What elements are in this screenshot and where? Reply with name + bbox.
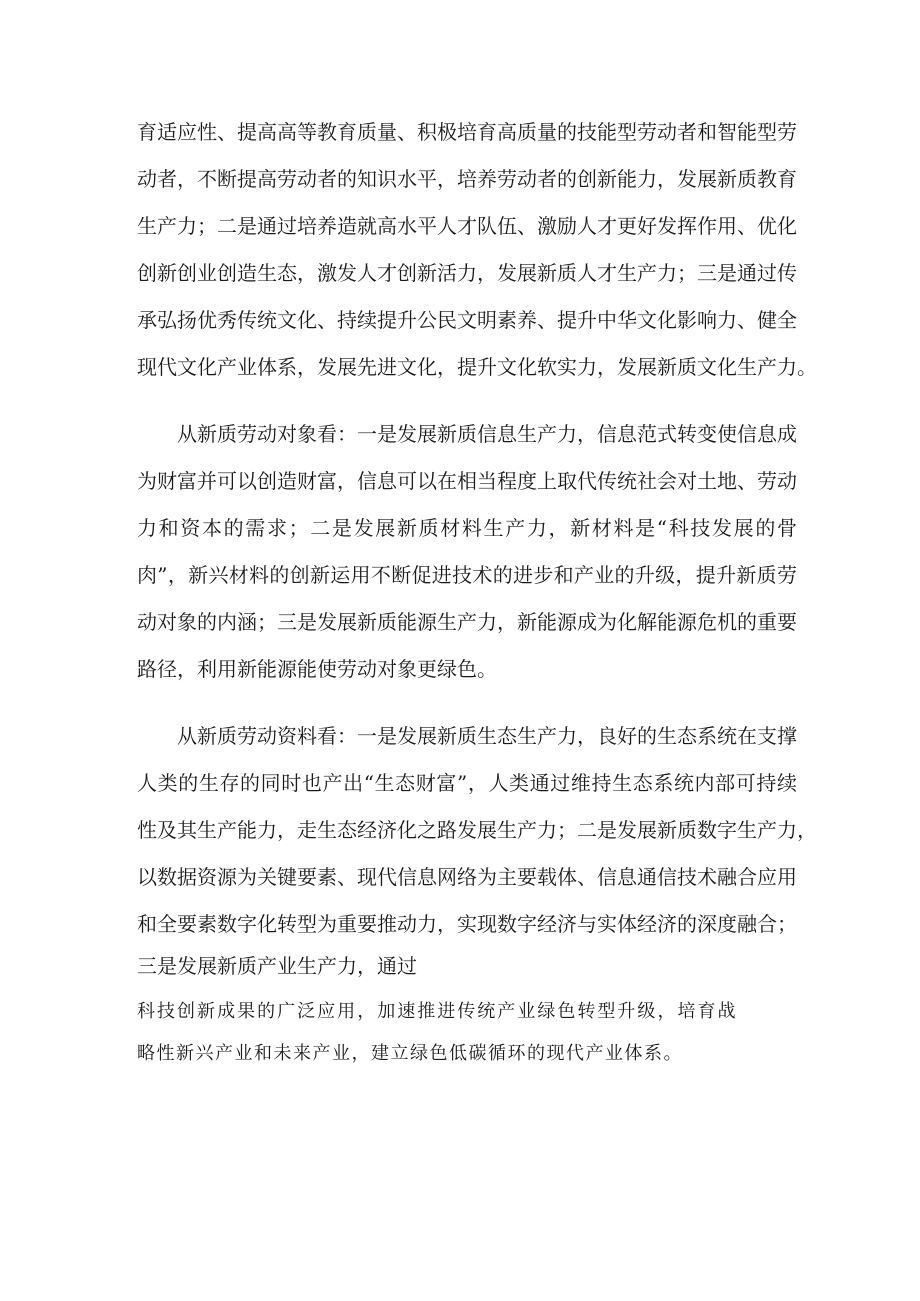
paragraph-1-line-3: 生产力；二是通过培养造就高水平人才队伍、激励人才更好发挥作用、优化: [137, 214, 797, 238]
paragraph-1-line-4: 创新创业创造生态，激发人才创新活力，发展新质人才生产力；三是通过传: [137, 261, 797, 285]
paragraph-2-line-4: 肉”，新兴材料的创新运用不断促进技术的进步和产业的升级，提升新质劳: [137, 563, 797, 587]
paragraph-1-line-6: 现代文化产业体系，发展先进文化，提升文化软实力，发展新质文化生产力。: [137, 355, 817, 379]
paragraph-3-line-5: 和全要素数字化转型为重要推动力，实现数字经济与实体经济的深度融合；: [137, 912, 797, 936]
paragraph-2-line-3: 力和资本的需求；二是发展新质材料生产力，新材料是“科技发展的骨: [137, 516, 797, 540]
paragraph-3-line-2: 人类的生存的同时也产出“生态财富”，人类通过维持生态系统内部可持续: [137, 771, 797, 795]
paragraph-3-line-7: 科技创新成果的广泛应用，加速推进传统产业绿色转型升级，培育战: [137, 1001, 737, 1022]
paragraph-1-line-2: 动者，不断提高劳动者的知识水平，培养劳动者的创新能力，发展新质教育: [137, 167, 797, 191]
paragraph-2-line-2: 为财富并可以创造财富，信息可以在相当程度上取代传统社会对土地、劳动: [137, 469, 797, 493]
paragraph-1-line-5: 承弘扬优秀传统文化、持续提升公民文明素养、提升中华文化影响力、健全: [137, 308, 797, 332]
paragraph-2-line-1: 从新质劳动对象看：一是发展新质信息生产力，信息范式转变使信息成: [177, 422, 797, 446]
paragraph-3-line-6: 三是发展新质产业生产力，通过: [137, 954, 417, 978]
paragraph-3-line-4: 以数据资源为关键要素、现代信息网络为主要载体、信息通信技术融合应用: [137, 865, 797, 889]
paragraph-2-line-5: 动对象的内涵；三是发展新质能源生产力，新能源成为化解能源危机的重要: [137, 610, 797, 634]
paragraph-3-line-1: 从新质劳动资料看：一是发展新质生态生产力，良好的生态系统在支撑: [177, 724, 797, 748]
paragraph-1-line-1: 育适应性、提高高等教育质量、积极培育高质量的技能型劳动者和智能型劳: [137, 120, 797, 144]
paragraph-2-line-6: 路径，利用新能源能使劳动对象更绿色。: [137, 657, 497, 681]
paragraph-3-line-8: 略性新兴产业和未来产业，建立绿色低碳循环的现代产业体系。: [137, 1043, 683, 1064]
paragraph-3-line-3: 性及其生产能力，走生态经济化之路发展生产力；二是发展新质数字生产力，: [137, 818, 817, 842]
